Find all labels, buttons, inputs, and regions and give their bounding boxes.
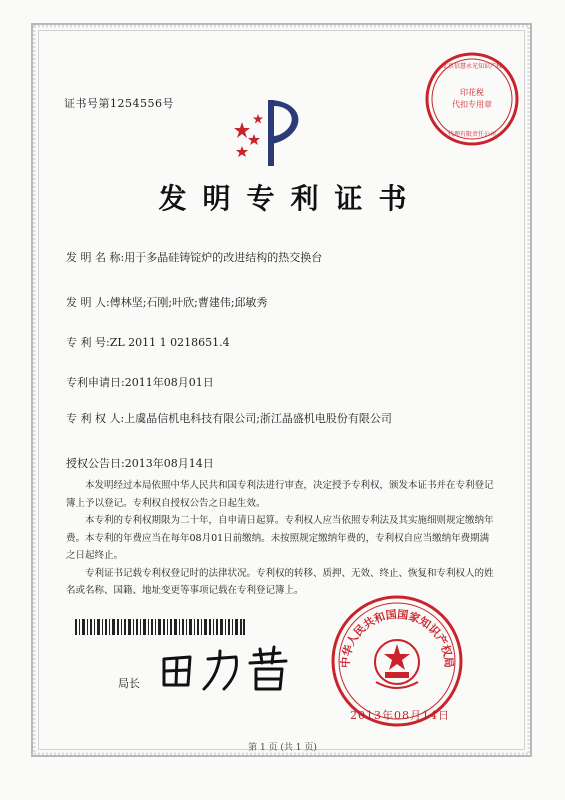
cnipa-emblem-icon bbox=[228, 92, 318, 172]
patentee-value: 上虞晶信机电科技有限公司;浙江晶盛机电股份有限公司 bbox=[124, 412, 392, 425]
body-paragraph-2: 本专利的专利权期限为二十年，自申请日起算。专利权人应当依照专利法及其实施细则规定缴纳年费。本专利的年费应当在每年08月01日前缴纳。未按照规定缴纳年费的，专利权自应当缴纳年费期满之日起终止。 bbox=[66, 515, 494, 561]
patent-number-label: 专 利 号: bbox=[66, 336, 110, 349]
filing-date-value: 2011年08月01日 bbox=[124, 376, 214, 389]
grant-date-row bbox=[66, 455, 214, 471]
page-number: 第 1 页 (共 1 页) bbox=[248, 743, 317, 753]
inventor-row bbox=[66, 294, 268, 310]
inventor-label: 发 明 人: bbox=[66, 296, 110, 309]
svg-text:代理有限责任公司: 代理有限责任公司 bbox=[447, 131, 497, 138]
patentee-label: 专 利 权 人: bbox=[66, 412, 125, 425]
invention-name-row bbox=[66, 249, 322, 265]
svg-text:北京信慧永光知识产权: 北京信慧永光知识产权 bbox=[441, 63, 503, 70]
grant-date-value: 2013年08月14日 bbox=[124, 457, 214, 470]
certificate-body bbox=[66, 477, 496, 600]
svg-text:中华人民共和国国家知识产权局: 中华人民共和国国家知识产权局 bbox=[338, 608, 456, 669]
seal-date: 2013年08月14日 bbox=[350, 709, 450, 722]
filing-date-label: 专利申请日: bbox=[66, 376, 125, 389]
barcode-icon bbox=[75, 619, 245, 635]
patent-number-value: ZL 2011 1 0218651.4 bbox=[109, 336, 230, 349]
body-paragraph-1: 本发明经过本局依照中华人民共和国专利法进行审查，决定授予专利权，颁发本证书并在专利登记簿上予以登记。专利权自授权公告之日起生效。 bbox=[66, 480, 494, 509]
inventor-value: 傅林坚;石刚;叶欣;曹建伟;邱敏秀 bbox=[109, 296, 268, 309]
invention-name-label: 发 明 名 称: bbox=[66, 251, 125, 264]
invention-name-value: 用于多晶硅铸锭炉的改进结构的热交换台 bbox=[124, 251, 323, 264]
certificate-title: 发明专利证书 bbox=[158, 182, 423, 215]
director-signature bbox=[150, 645, 300, 695]
svg-text:代扣专用章: 代扣专用章 bbox=[452, 100, 492, 109]
patent-number-row bbox=[66, 334, 230, 350]
director-label: 局长 bbox=[118, 677, 140, 690]
filing-date-row bbox=[66, 374, 214, 390]
agency-seal-icon bbox=[423, 50, 521, 148]
body-paragraph-3: 专利证书记载专利权登记时的法律状况。专利权的转移、质押、无效、终止、恢复和专利权人的姓名或名称、国籍、地址变更等事项记载在专利登记簿上。 bbox=[66, 567, 494, 596]
patentee-row bbox=[66, 410, 392, 426]
svg-text:印花税: 印花税 bbox=[460, 88, 484, 97]
certificate-number: 证书号第1254556号 bbox=[64, 97, 174, 110]
grant-date-label: 授权公告日: bbox=[66, 457, 125, 470]
